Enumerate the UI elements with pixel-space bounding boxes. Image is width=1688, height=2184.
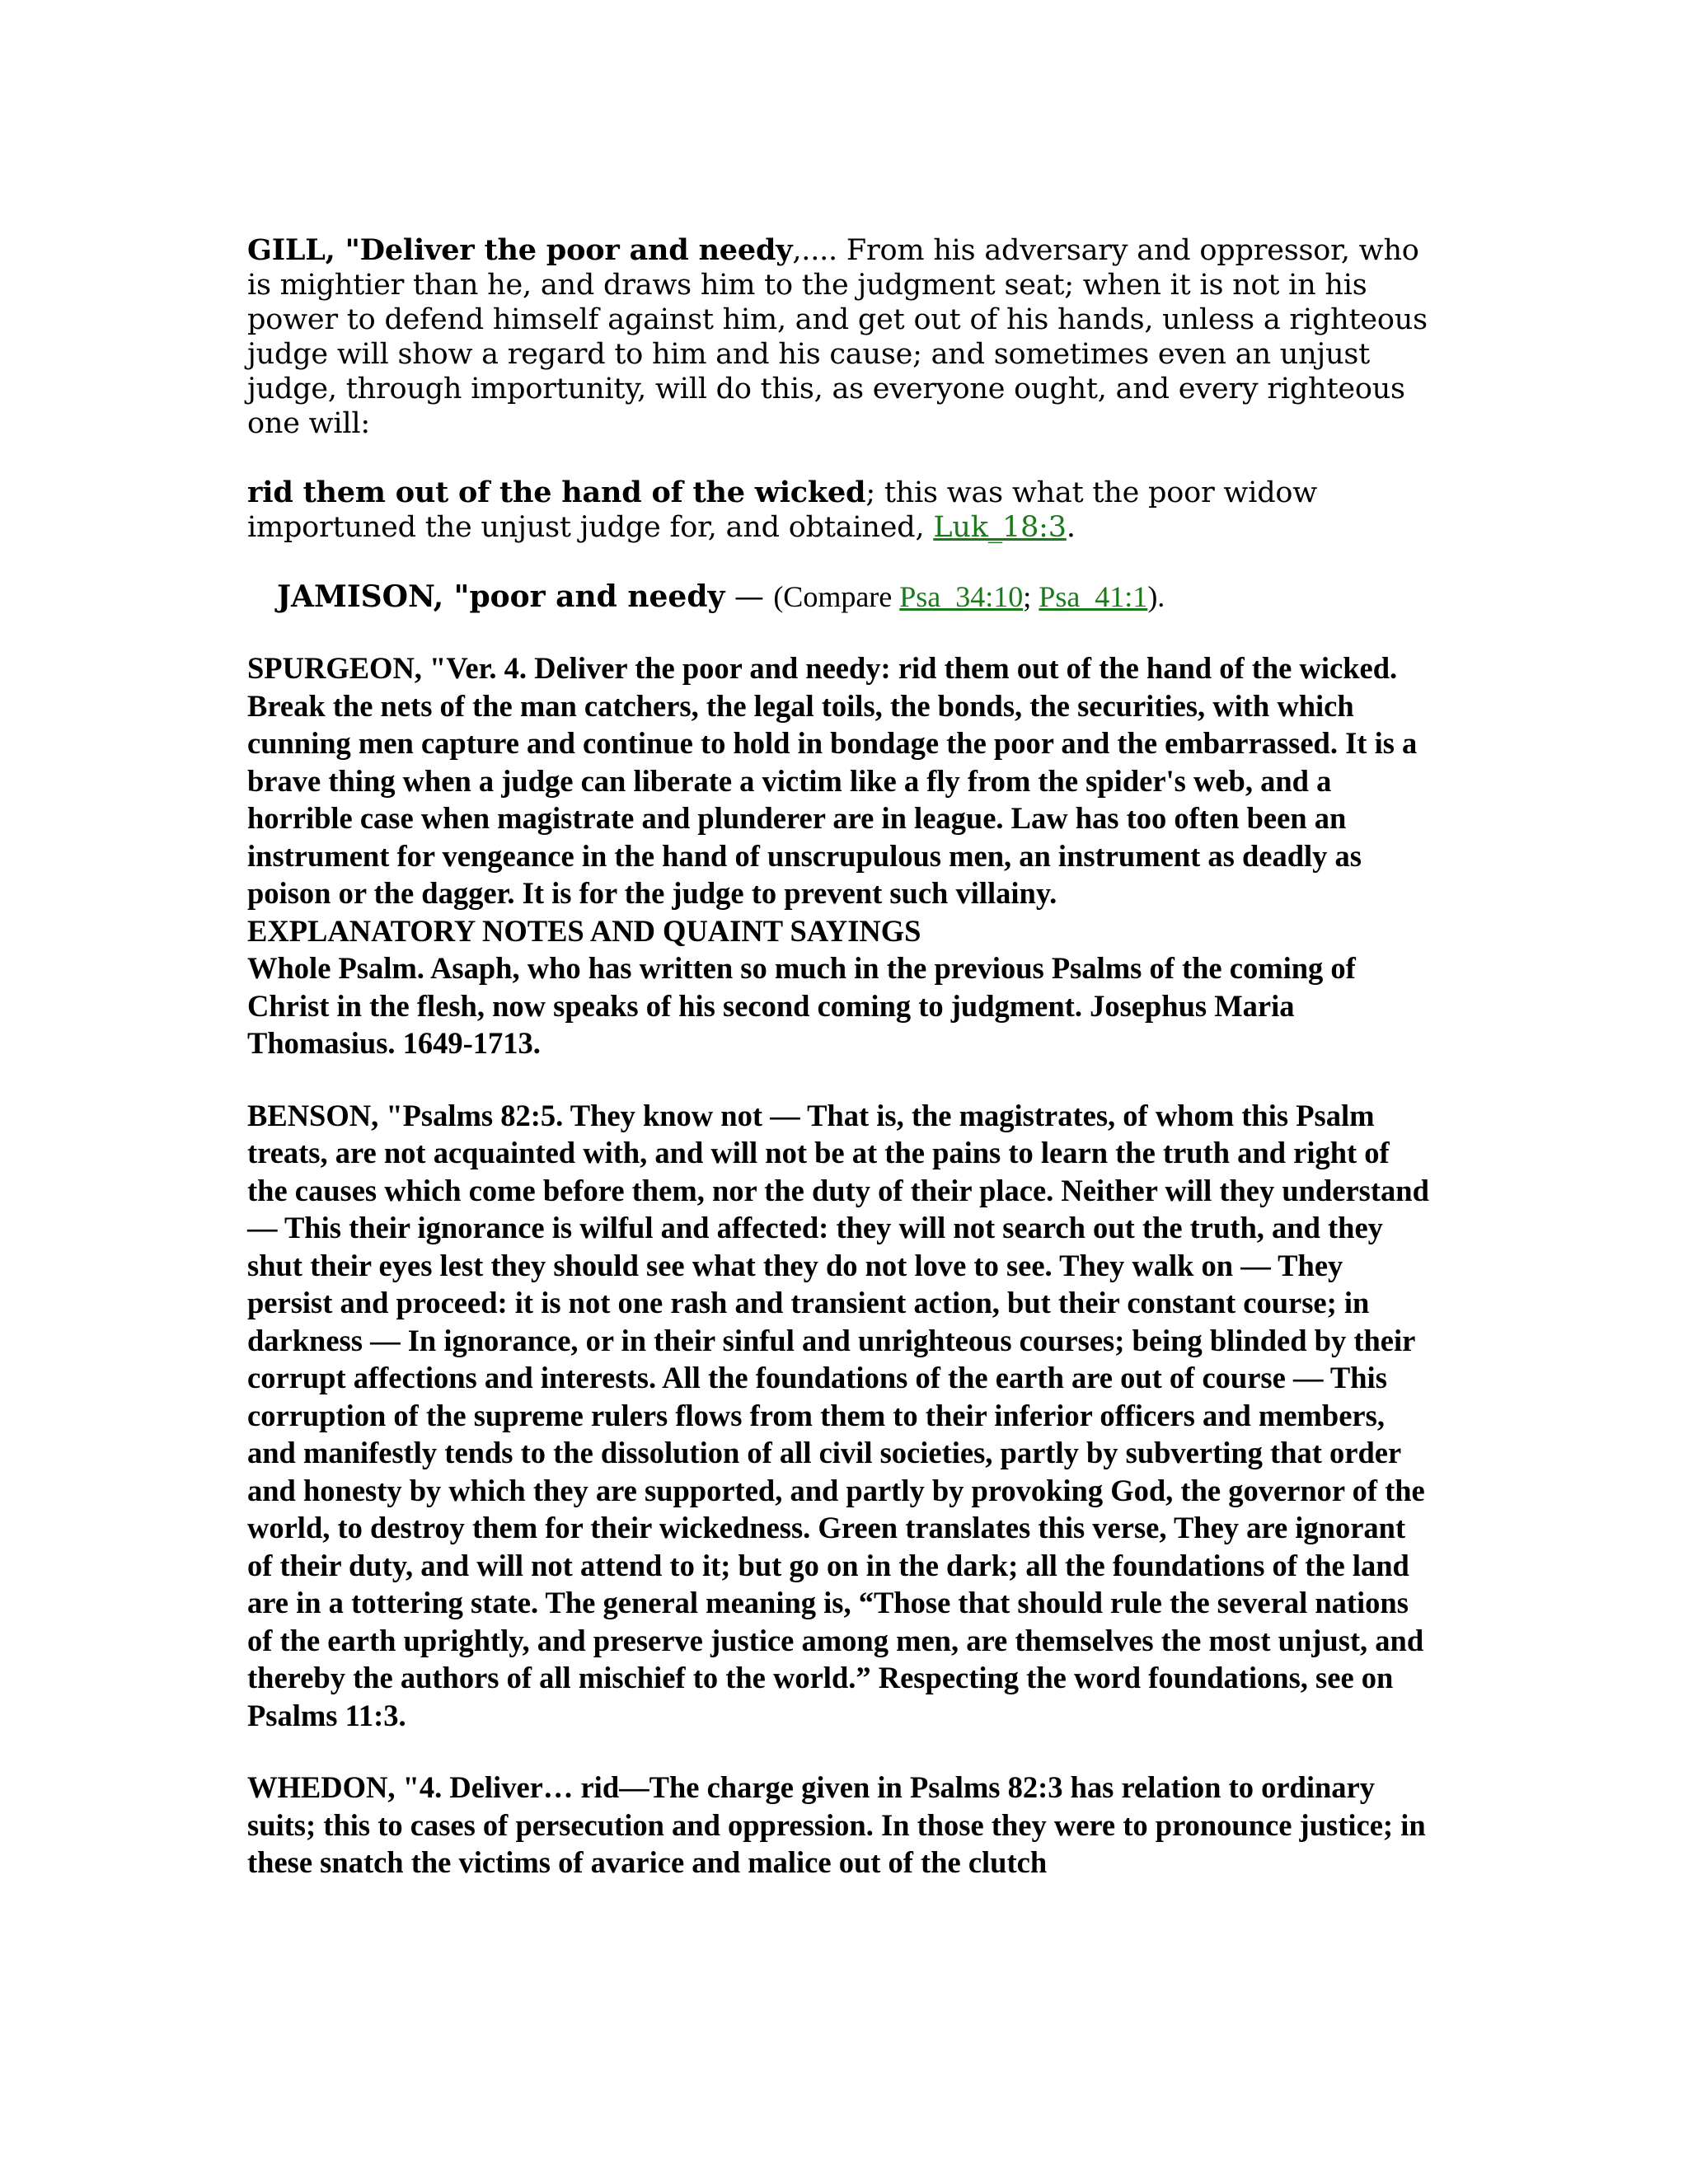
jamison-close: ). xyxy=(1147,580,1165,613)
benson-commentary xyxy=(247,1097,1434,1735)
document-page xyxy=(247,233,1434,1916)
jamison-sep: ; xyxy=(1023,580,1039,613)
gill-text-2: ; this was what the poor widow importuned the unjust judge for, and obtained, xyxy=(247,476,1318,544)
gill-commentary-2 xyxy=(247,476,1434,545)
gill-heading-2: rid them out of the hand of the wicked xyxy=(247,476,866,509)
spurgeon-commentary xyxy=(247,649,1434,1062)
ref-link-luk-18-3[interactable]: Luk_18:3 xyxy=(933,511,1067,544)
jamison-heading: JAMISON, "poor and needy xyxy=(277,579,725,614)
gill-text: From his adversary and oppressor, who is mightier than he, and draws him to the judgment seat; when it is not in his power to defend himself against him, and get out of his hands, unless a righteous judge will show a regard to him and his cause; and sometimes even an unjust judge, through importunity, will do this, as everyone ought, and every righteous one will: xyxy=(247,234,1428,440)
gill-heading: GILL, "Deliver the poor and needy xyxy=(247,233,793,267)
whedon-text: WHEDON, "4. Deliver… rid—The charge given in Psalms 82:3 has relation to ordinary suits; this to cases of persecution and oppression. In those they were to pronounce justice; in these snatch the victims of avarice and malice out of the clutch xyxy=(247,1770,1426,1879)
gill-text-2-end: . xyxy=(1066,511,1076,544)
benson-text: BENSON, "Psalms 82:5. They know not — That is, the magistrates, of whom this Psalm treats, are not acquainted with, and will not be at the pains to learn the truth and right of the causes which come before them, nor the duty of their place. Neither will they understand — This their ignorance is wilful and affected: they will not search out the truth, and they shut their eyes lest they should see what they do not love to see. They walk on — They persist and proceed: it is not one rash and transient action, but their constant course; in darkness — In ignorance, or in their sinful and unrighteous courses; being blinded by their corrupt affections and interests. All the foundations of the earth are out of course — This corruption of the supreme rulers flows from them to their inferior officers and members, and manifestly tends to the dissolution of all civil societies, partly by subverting that order and honesty by which they are supported, and partly by provoking God, the governor of the world, to destroy them for their wickedness. Green translates this verse, They are ignorant of their duty, and will not attend to it; but go on in the dark; all the foundations of the land are in a tottering state. The general meaning is, “Those that should rule the several nations of the earth uprightly, and preserve justice among men, are themselves the most unjust, and thereby the authors of all mischief to the world.” Respecting the word foundations, see on Psalms 11:3. xyxy=(247,1098,1429,1732)
spurgeon-section-heading: EXPLANATORY NOTES AND QUAINT SAYINGS xyxy=(247,913,921,948)
jamison-commentary xyxy=(247,579,1434,615)
spurgeon-paragraph-1: SPURGEON, "Ver. 4. Deliver the poor and needy: rid them out of the hand of the wicked. Break the nets of the man catchers, the legal toils, the bonds, the securities, with which cunning men capture and continue to hold in bondage the poor and the embarrassed. It is a brave thing when a judge can liberate a victim like a fly from the spider's web, and a horrible case when magistrate and plunderer are in league. Law has too often been an instrument for vengeance in the hand of unscrupulous men, an instrument as deadly as poison or the dagger. It is for the judge to prevent such villainy. xyxy=(247,651,1418,910)
spurgeon-paragraph-2: Whole Psalm. Asaph, who has written so much in the previous Psalms of the coming of Christ in the flesh, now speaks of his second coming to judgment. Josephus Maria Thomasius. 1649-1713. xyxy=(247,951,1356,1060)
jamison-open: (Compare xyxy=(773,580,900,613)
gill-commentary xyxy=(247,233,1434,441)
ref-link-psa-34-10[interactable]: Psa_34:10 xyxy=(899,580,1024,613)
jamison-dash: — xyxy=(724,580,774,614)
ref-link-psa-41-1[interactable]: Psa_41:1 xyxy=(1039,580,1148,613)
gill-heading-tail: ,.... xyxy=(792,234,846,267)
whedon-commentary xyxy=(247,1769,1434,1882)
